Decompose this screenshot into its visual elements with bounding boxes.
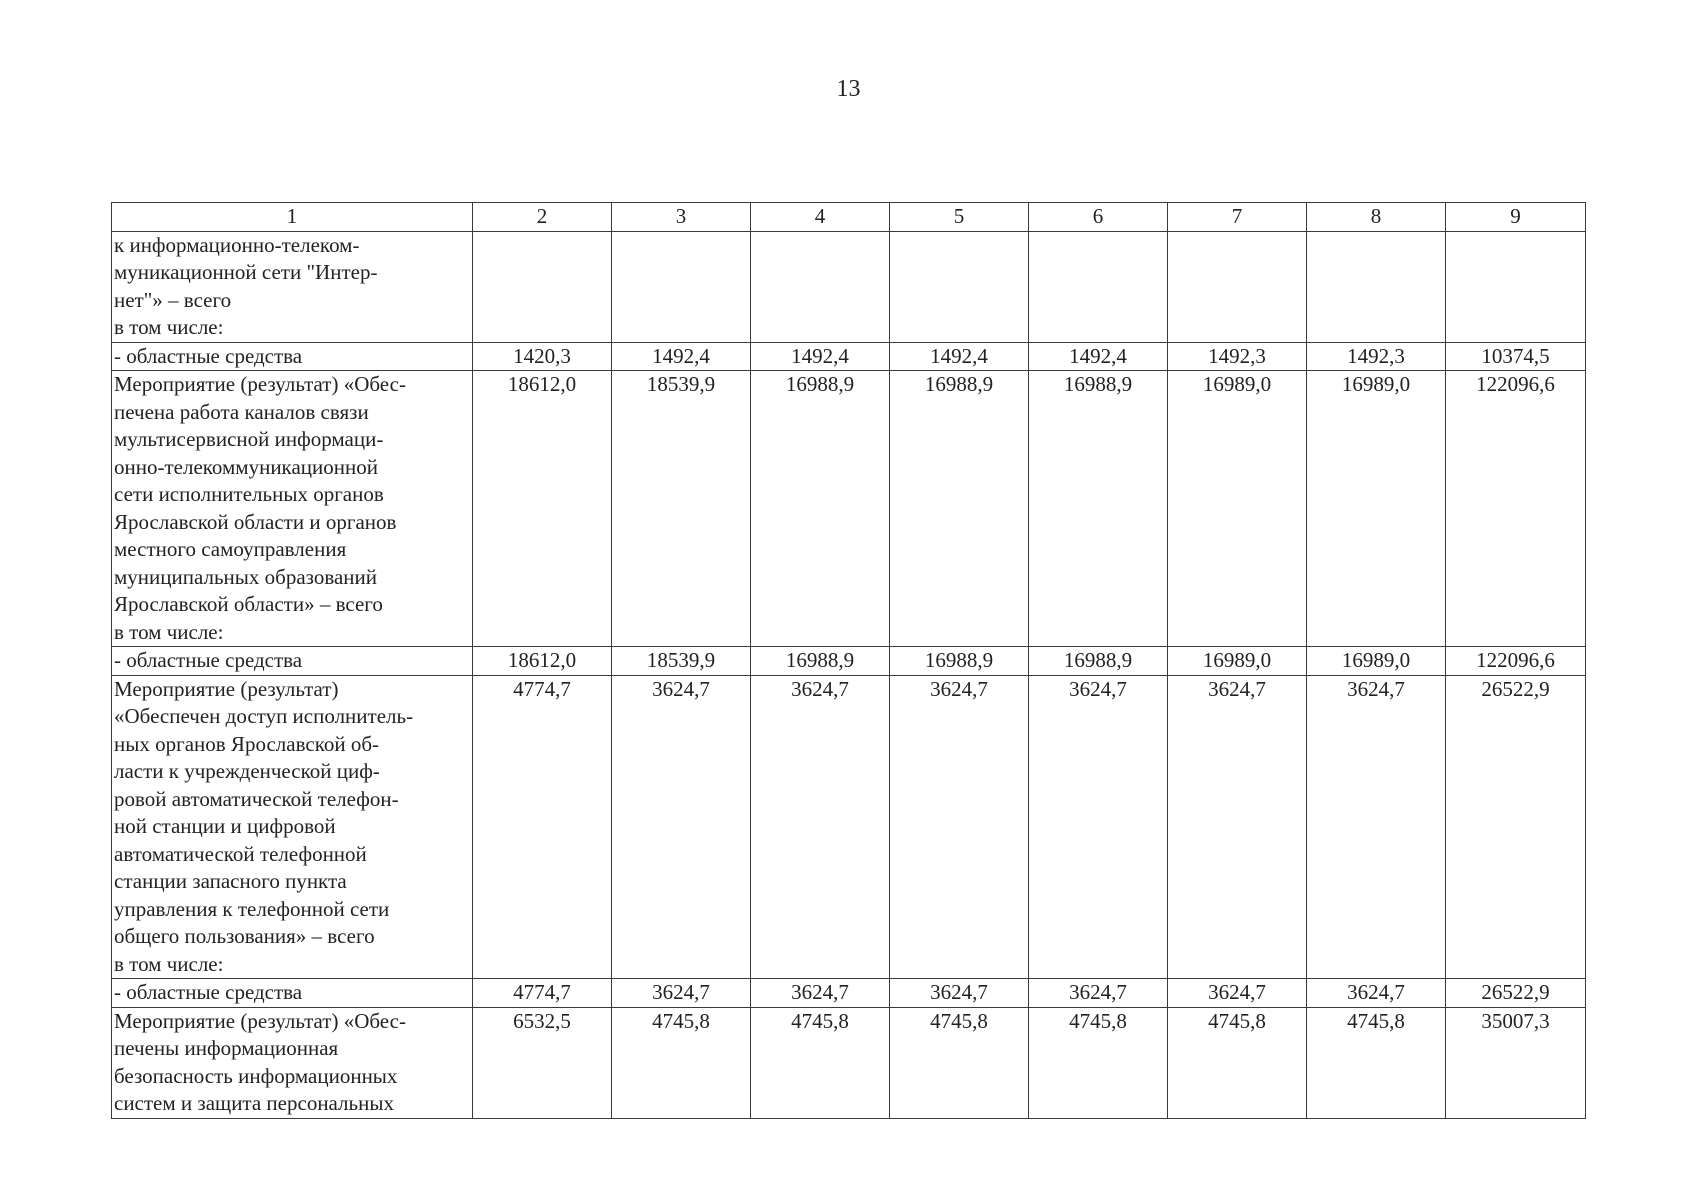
value-cell: 16989,0 (1168, 647, 1307, 676)
row-label-line: Мероприятие (результат) (114, 676, 339, 701)
column-header: 9 (1446, 203, 1586, 232)
value-cell (473, 231, 612, 342)
value-cell: 4745,8 (1168, 1007, 1307, 1118)
column-header: 3 (612, 203, 751, 232)
value-cell: 1492,4 (1029, 342, 1168, 371)
table-row (112, 231, 1586, 342)
row-label-line: - областные средства (114, 980, 303, 1004)
value-cell: 1492,4 (612, 342, 751, 371)
value-cell (1029, 231, 1168, 342)
value-cell: 16988,9 (751, 647, 890, 676)
value-cell: 18539,9 (612, 647, 751, 676)
value-cell: 3624,7 (1029, 675, 1168, 979)
column-header: 5 (890, 203, 1029, 232)
value-cell: 3624,7 (890, 675, 1029, 979)
row-label-line: ласти к учрежденческой циф- (114, 759, 380, 783)
value-cell: 1420,3 (473, 342, 612, 371)
column-header: 4 (751, 203, 890, 232)
value-cell: 3624,7 (751, 675, 890, 979)
table-row (112, 979, 1586, 1008)
row-label-line: станции запасного пункта (114, 869, 347, 893)
column-number-row (112, 203, 1586, 232)
value-cell: 3624,7 (751, 979, 890, 1008)
table-row (112, 1007, 1586, 1118)
value-cell: 1492,4 (751, 342, 890, 371)
value-cell (1446, 231, 1586, 342)
row-label-cell (112, 647, 473, 676)
column-header: 8 (1307, 203, 1446, 232)
row-label-line: нет"» – всего (114, 287, 232, 312)
row-label-line: автоматической телефонной (114, 841, 367, 866)
column-header: 7 (1168, 203, 1307, 232)
row-label-line: в том числе: (114, 951, 224, 976)
row-label-line: Мероприятие (результат) «Обес- (114, 372, 406, 396)
page-number: 13 (836, 76, 861, 102)
table-row (112, 342, 1586, 371)
value-cell: 3624,7 (1307, 675, 1446, 979)
value-cell: 3624,7 (1168, 675, 1307, 979)
value-cell: 16988,9 (890, 647, 1029, 676)
value-cell: 1492,3 (1168, 342, 1307, 371)
row-label-line: печена работа каналов связи (114, 399, 369, 424)
value-cell: 4745,8 (1029, 1007, 1168, 1118)
value-cell: 16988,9 (890, 371, 1029, 647)
column-header: 1 (112, 203, 473, 232)
value-cell: 3624,7 (1307, 979, 1446, 1008)
row-label-line: местного самоуправления (114, 537, 347, 561)
value-cell: 18612,0 (473, 371, 612, 647)
column-header: 2 (473, 203, 612, 232)
row-label-line: управления к телефонной сети (114, 896, 390, 921)
value-cell: 26522,9 (1446, 979, 1586, 1008)
table-row (112, 647, 1586, 676)
value-cell: 16988,9 (1029, 371, 1168, 647)
value-cell: 6532,5 (473, 1007, 612, 1118)
row-label-cell (112, 675, 473, 979)
row-label-line: - областные средства (114, 648, 303, 672)
value-cell: 3624,7 (1029, 979, 1168, 1008)
value-cell: 10374,5 (1446, 342, 1586, 371)
value-cell: 4745,8 (612, 1007, 751, 1118)
row-label-line: безопасность информационных (114, 1063, 398, 1088)
value-cell: 18612,0 (473, 647, 612, 676)
row-label-cell (112, 979, 473, 1008)
row-label-line: мультисервисной информаци- (114, 427, 384, 451)
row-label-line: ровой автоматической телефон- (114, 786, 399, 811)
table-row (112, 675, 1586, 979)
value-cell: 16988,9 (1029, 647, 1168, 676)
row-label-line: Ярославской области» – всего (114, 592, 383, 616)
value-cell: 1492,3 (1307, 342, 1446, 371)
value-cell: 1492,4 (890, 342, 1029, 371)
row-label-line: сети исполнительных органов (114, 482, 384, 506)
row-label-line: ных органов Ярославской об- (114, 731, 380, 756)
value-cell (890, 231, 1029, 342)
row-label-cell (112, 342, 473, 371)
value-cell: 16989,0 (1307, 371, 1446, 647)
table-row (112, 371, 1586, 647)
value-cell: 122096,6 (1446, 371, 1586, 647)
table-body (112, 203, 1586, 1119)
value-cell (1168, 231, 1307, 342)
value-cell: 16989,0 (1307, 647, 1446, 676)
value-cell (612, 231, 751, 342)
row-label-line: онно-телекоммуникационной (114, 454, 378, 479)
row-label-line: муникационной сети "Интер- (114, 260, 378, 284)
value-cell (751, 231, 890, 342)
row-label-line: систем и защита персональных (114, 1091, 394, 1115)
row-label-cell (112, 231, 473, 342)
value-cell: 3624,7 (1168, 979, 1307, 1008)
value-cell: 16989,0 (1168, 371, 1307, 647)
row-label-cell (112, 1007, 473, 1118)
row-label-line: муниципальных образований (114, 564, 377, 589)
row-label-line: общего пользования» – всего (114, 924, 375, 948)
row-label-line: печены информационная (114, 1036, 339, 1060)
value-cell: 16988,9 (751, 371, 890, 647)
value-cell: 3624,7 (612, 979, 751, 1008)
row-label-cell (112, 371, 473, 647)
value-cell: 4745,8 (890, 1007, 1029, 1118)
value-cell: 3624,7 (612, 675, 751, 979)
budget-table (111, 202, 1586, 1119)
value-cell: 18539,9 (612, 371, 751, 647)
value-cell: 35007,3 (1446, 1007, 1586, 1118)
value-cell: 4745,8 (751, 1007, 890, 1118)
row-label-line: «Обеспечен доступ исполнитель- (114, 704, 414, 728)
row-label-line: - областные средства (114, 343, 303, 368)
row-label-line: Ярославской области и органов (114, 509, 397, 534)
value-cell: 4774,7 (473, 979, 612, 1008)
row-label-line: ной станции и цифровой (114, 814, 336, 838)
row-label-line: в том числе: (114, 619, 224, 644)
value-cell: 26522,9 (1446, 675, 1586, 979)
value-cell: 4774,7 (473, 675, 612, 979)
row-label-line: Мероприятие (результат) «Обес- (114, 1008, 406, 1033)
value-cell: 3624,7 (890, 979, 1029, 1008)
value-cell: 4745,8 (1307, 1007, 1446, 1118)
column-header: 6 (1029, 203, 1168, 232)
value-cell (1307, 231, 1446, 342)
row-label-line: к информационно-телеком- (114, 232, 360, 257)
value-cell: 122096,6 (1446, 647, 1586, 676)
row-label-line: в том числе: (114, 315, 224, 339)
